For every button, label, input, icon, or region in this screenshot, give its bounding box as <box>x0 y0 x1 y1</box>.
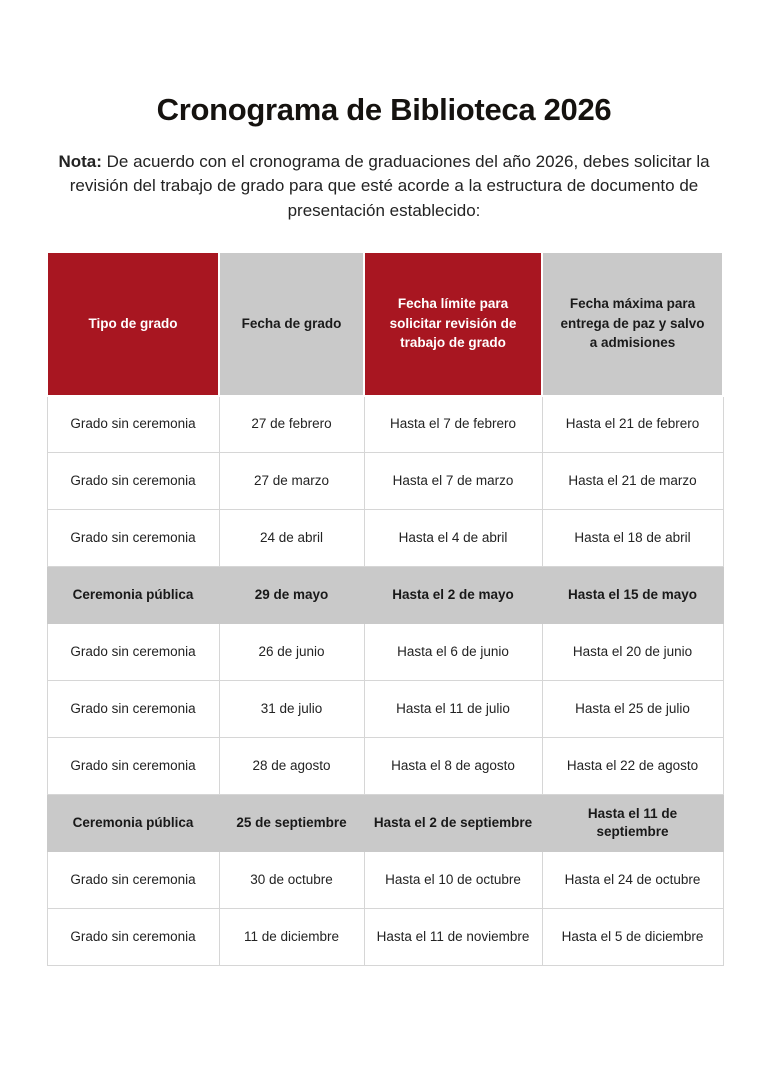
cell-fecha-de-grado: 27 de febrero <box>219 396 364 453</box>
cell-fecha-maxima-paz-y-salvo: Hasta el 21 de febrero <box>542 396 723 453</box>
cell-fecha-maxima-paz-y-salvo: Hasta el 20 de junio <box>542 624 723 681</box>
cell-fecha-limite-revision: Hasta el 11 de noviembre <box>364 909 542 966</box>
column-header-fecha-de-grado: Fecha de grado <box>219 252 364 396</box>
cell-tipo-de-grado: Grado sin ceremonia <box>47 396 219 453</box>
table-row <box>47 795 723 852</box>
cell-fecha-de-grado: 11 de diciembre <box>219 909 364 966</box>
cell-tipo-de-grado: Grado sin ceremonia <box>47 909 219 966</box>
cell-fecha-maxima-paz-y-salvo: Hasta el 11 de septiembre <box>542 795 723 852</box>
cell-tipo-de-grado: Grado sin ceremonia <box>47 681 219 738</box>
table-body <box>47 396 723 966</box>
cell-fecha-de-grado: 24 de abril <box>219 510 364 567</box>
cell-fecha-limite-revision: Hasta el 8 de agosto <box>364 738 542 795</box>
cell-fecha-limite-revision: Hasta el 2 de mayo <box>364 567 542 624</box>
cell-tipo-de-grado: Ceremonia pública <box>47 795 219 852</box>
note-label: Nota: <box>58 151 102 171</box>
note-text: De acuerdo con el cronograma de graduaciones del año 2026, debes solicitar la revisión del trabajo de grado para que esté acorde a la estructura de documento de presentación establecido: <box>69 151 710 220</box>
cell-fecha-de-grado: 25 de septiembre <box>219 795 364 852</box>
cell-fecha-de-grado: 26 de junio <box>219 624 364 681</box>
note-paragraph <box>46 128 722 224</box>
table-row <box>47 681 723 738</box>
schedule-table <box>46 251 724 967</box>
table-header-row <box>47 252 723 396</box>
cell-fecha-maxima-paz-y-salvo: Hasta el 22 de agosto <box>542 738 723 795</box>
table-row <box>47 624 723 681</box>
cell-fecha-maxima-paz-y-salvo: Hasta el 24 de octubre <box>542 852 723 909</box>
table-row <box>47 396 723 453</box>
table-row <box>47 567 723 624</box>
table-row <box>47 510 723 567</box>
cell-fecha-de-grado: 27 de marzo <box>219 453 364 510</box>
cell-fecha-maxima-paz-y-salvo: Hasta el 21 de marzo <box>542 453 723 510</box>
cell-tipo-de-grado: Ceremonia pública <box>47 567 219 624</box>
table-row <box>47 909 723 966</box>
cell-fecha-de-grado: 28 de agosto <box>219 738 364 795</box>
cell-fecha-maxima-paz-y-salvo: Hasta el 5 de diciembre <box>542 909 723 966</box>
cell-tipo-de-grado: Grado sin ceremonia <box>47 453 219 510</box>
table-header <box>47 252 723 396</box>
cell-fecha-de-grado: 29 de mayo <box>219 567 364 624</box>
page-title: Cronograma de Biblioteca 2026 <box>156 92 612 127</box>
cell-tipo-de-grado: Grado sin ceremonia <box>47 624 219 681</box>
cell-fecha-maxima-paz-y-salvo: Hasta el 15 de mayo <box>542 567 723 624</box>
cell-fecha-de-grado: 31 de julio <box>219 681 364 738</box>
cell-tipo-de-grado: Grado sin ceremonia <box>47 738 219 795</box>
cell-fecha-limite-revision: Hasta el 7 de marzo <box>364 453 542 510</box>
cell-fecha-limite-revision: Hasta el 4 de abril <box>364 510 542 567</box>
cell-fecha-de-grado: 30 de octubre <box>219 852 364 909</box>
table-row <box>47 738 723 795</box>
cell-tipo-de-grado: Grado sin ceremonia <box>47 852 219 909</box>
table-row <box>47 852 723 909</box>
cell-fecha-limite-revision: Hasta el 11 de julio <box>364 681 542 738</box>
table-row <box>47 453 723 510</box>
cell-fecha-limite-revision: Hasta el 6 de junio <box>364 624 542 681</box>
cell-fecha-maxima-paz-y-salvo: Hasta el 18 de abril <box>542 510 723 567</box>
column-header-tipo-de-grado: Tipo de grado <box>47 252 219 396</box>
cell-tipo-de-grado: Grado sin ceremonia <box>47 510 219 567</box>
column-header-fecha-limite-revision: Fecha límite para solicitar revisión de trabajo de grado <box>364 252 542 396</box>
column-header-fecha-maxima-paz-y-salvo: Fecha máxima para entrega de paz y salvo a admisiones <box>542 252 723 396</box>
cell-fecha-limite-revision: Hasta el 10 de octubre <box>364 852 542 909</box>
cell-fecha-limite-revision: Hasta el 7 de febrero <box>364 396 542 453</box>
cell-fecha-maxima-paz-y-salvo: Hasta el 25 de julio <box>542 681 723 738</box>
cell-fecha-limite-revision: Hasta el 2 de septiembre <box>364 795 542 852</box>
